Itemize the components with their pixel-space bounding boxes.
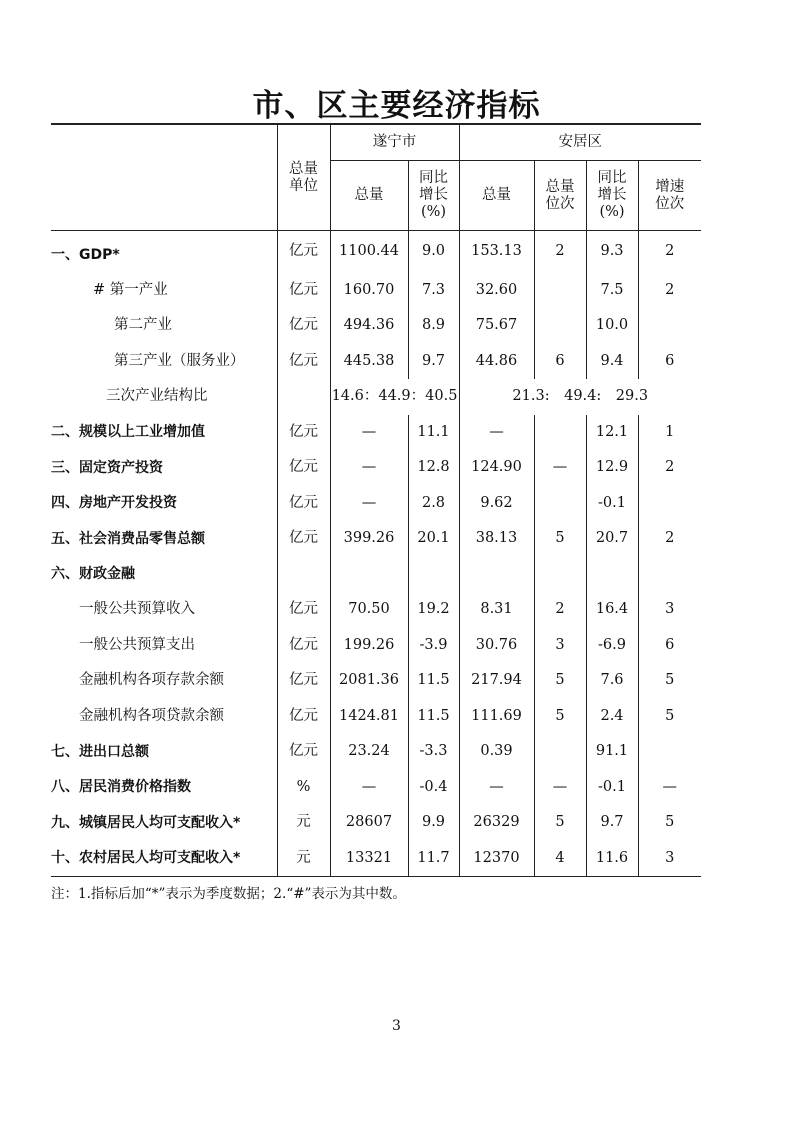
suining-total-cell: 199.26 — [330, 628, 408, 664]
anju-growth-rank-cell: 3 — [638, 592, 701, 628]
anju-growth-rank-cell: — — [638, 770, 701, 806]
unit-cell: 亿元 — [277, 308, 330, 344]
anju-total-cell: 75.67 — [459, 308, 534, 344]
anju-rank-cell: 5 — [534, 521, 586, 557]
suining-total-cell: 2081.36 — [330, 663, 408, 699]
unit-cell: 亿元 — [277, 450, 330, 486]
suining-yoy-cell: 9.9 — [408, 805, 459, 841]
row-label: 三次产业结构比 — [106, 388, 208, 405]
anju-yoy-cell: 10.0 — [586, 308, 638, 344]
anju-total-cell: 8.31 — [459, 592, 534, 628]
suining-yoy-cell: -0.4 — [408, 770, 459, 806]
anju-total-cell: 32.60 — [459, 273, 534, 309]
suining-total-cell: — — [330, 450, 408, 486]
anju-growth-rank-cell: 6 — [638, 344, 701, 380]
row-label: 金融机构各项存款余额 — [79, 672, 224, 689]
anju-rank-cell: 5 — [534, 699, 586, 735]
row-label: 二、规模以上工业增加值 — [51, 424, 205, 441]
anju-yoy-cell: 2.4 — [586, 699, 638, 735]
anju-total-cell: — — [459, 415, 534, 451]
anju-header: 安居区 — [459, 124, 701, 161]
anju-growth-rank-cell: 1 — [638, 415, 701, 451]
suining-yoy-cell: 11.5 — [408, 663, 459, 699]
suining-yoy-cell: 19.2 — [408, 592, 459, 628]
suining-yoy-cell: 9.7 — [408, 344, 459, 380]
row-label: 第二产业 — [114, 317, 172, 334]
row-label: 一般公共预算支出 — [79, 636, 195, 653]
suining-total-cell — [330, 557, 408, 593]
unit-cell: 亿元 — [277, 628, 330, 664]
anju-growth-rank-cell: 3 — [638, 841, 701, 877]
anju-growth-rank-header: 增速 位次 — [638, 161, 701, 231]
suining-total-cell: 1100.44 — [330, 231, 408, 273]
anju-growth-rank-cell: 2 — [638, 521, 701, 557]
row-label: # 第一产业 — [93, 281, 168, 298]
anju-yoy-cell: 20.7 — [586, 521, 638, 557]
unit-cell: 亿元 — [277, 231, 330, 273]
row-label: 第三产业（服务业） — [114, 352, 245, 369]
anju-yoy-cell: 16.4 — [586, 592, 638, 628]
row-label: 一般公共预算收入 — [79, 601, 195, 618]
anju-rank-cell: 6 — [534, 344, 586, 380]
anju-rank-cell — [534, 273, 586, 309]
anju-rank-cell: 5 — [534, 663, 586, 699]
anju-rank-cell — [534, 734, 586, 770]
unit-cell: 亿元 — [277, 734, 330, 770]
anju-total-cell — [459, 557, 534, 593]
anju-growth-rank-cell — [638, 486, 701, 522]
anju-growth-rank-cell — [638, 734, 701, 770]
suining-total-cell: 23.24 — [330, 734, 408, 770]
suining-yoy-cell: 11.5 — [408, 699, 459, 735]
anju-rank-cell: 4 — [534, 841, 586, 877]
suining-total-cell: 399.26 — [330, 521, 408, 557]
anju-total-cell: 44.86 — [459, 344, 534, 380]
anju-growth-rank-cell: 5 — [638, 805, 701, 841]
anju-total-header: 总量 — [459, 161, 534, 231]
row-label: 六、财政金融 — [51, 566, 135, 583]
anju-rank-cell: — — [534, 450, 586, 486]
anju-rank-cell — [534, 308, 586, 344]
row-label: 一、GDP* — [51, 246, 120, 263]
row-label: 十、农村居民人均可支配收入* — [51, 850, 241, 867]
anju-rank-cell: 2 — [534, 592, 586, 628]
anju-rank-cell: 3 — [534, 628, 586, 664]
row-label: 五、社会消费品零售总额 — [51, 530, 205, 547]
suining-yoy-cell: 11.1 — [408, 415, 459, 451]
economic-indicators-table — [51, 123, 701, 877]
unit-header: 总量 单位 — [277, 124, 330, 231]
anju-total-rank-header: 总量 位次 — [534, 161, 586, 231]
page-number: 3 — [392, 1018, 401, 1034]
suining-total-cell: 445.38 — [330, 344, 408, 380]
anju-growth-rank-cell — [638, 557, 701, 593]
indicator-header-cell — [51, 124, 277, 231]
unit-cell: 亿元 — [277, 521, 330, 557]
suining-total-cell: 160.70 — [330, 273, 408, 309]
anju-total-cell: 30.76 — [459, 628, 534, 664]
anju-yoy-cell: -0.1 — [586, 486, 638, 522]
anju-rank-cell — [534, 486, 586, 522]
anju-total-cell: 26329 — [459, 805, 534, 841]
row-label: 四、房地产开发投资 — [51, 495, 177, 512]
suining-yoy-cell — [408, 557, 459, 593]
suining-yoy-header: 同比 增长 (%) — [408, 161, 459, 231]
unit-cell: % — [277, 770, 330, 806]
unit-cell — [277, 557, 330, 593]
anju-yoy-cell — [586, 557, 638, 593]
anju-growth-rank-cell — [638, 308, 701, 344]
anju-growth-rank-cell: 5 — [638, 699, 701, 735]
suining-yoy-cell: 20.1 — [408, 521, 459, 557]
unit-cell: 亿元 — [277, 699, 330, 735]
anju-rank-cell: 2 — [534, 231, 586, 273]
suining-structure-ratio: 14.6：44.9：40.5 — [330, 379, 459, 415]
row-label: 七、进出口总额 — [51, 743, 149, 760]
anju-yoy-cell: 91.1 — [586, 734, 638, 770]
anju-total-cell: 0.39 — [459, 734, 534, 770]
row-label: 九、城镇居民人均可支配收入* — [51, 814, 241, 831]
suining-yoy-cell: 9.0 — [408, 231, 459, 273]
suining-yoy-cell: 8.9 — [408, 308, 459, 344]
unit-cell — [277, 379, 330, 415]
anju-growth-rank-cell: 5 — [638, 663, 701, 699]
anju-total-cell: 9.62 — [459, 486, 534, 522]
row-label: 金融机构各项贷款余额 — [79, 707, 224, 724]
row-label: 三、固定资产投资 — [51, 459, 163, 476]
anju-total-cell: 12370 — [459, 841, 534, 877]
anju-total-cell: 153.13 — [459, 231, 534, 273]
anju-yoy-cell: -0.1 — [586, 770, 638, 806]
anju-yoy-cell: 11.6 — [586, 841, 638, 877]
suining-yoy-cell: 7.3 — [408, 273, 459, 309]
row-label: 八、居民消费价格指数 — [51, 779, 191, 796]
anju-rank-cell — [534, 415, 586, 451]
anju-yoy-cell: 7.6 — [586, 663, 638, 699]
suining-yoy-cell: 12.8 — [408, 450, 459, 486]
anju-growth-rank-cell: 2 — [638, 450, 701, 486]
anju-structure-ratio: 21.3: 49.4: 29.3 — [459, 379, 701, 415]
anju-total-cell: 111.69 — [459, 699, 534, 735]
anju-yoy-cell: 9.4 — [586, 344, 638, 380]
anju-total-cell: 217.94 — [459, 663, 534, 699]
unit-cell: 亿元 — [277, 663, 330, 699]
anju-yoy-cell: 12.1 — [586, 415, 638, 451]
suining-total-cell: 1424.81 — [330, 699, 408, 735]
anju-growth-rank-cell: 2 — [638, 273, 701, 309]
anju-rank-cell — [534, 557, 586, 593]
suining-yoy-cell: -3.9 — [408, 628, 459, 664]
unit-cell: 亿元 — [277, 344, 330, 380]
suining-header: 遂宁市 — [330, 124, 459, 161]
unit-cell: 元 — [277, 805, 330, 841]
suining-total-cell: 494.36 — [330, 308, 408, 344]
anju-yoy-cell: -6.9 — [586, 628, 638, 664]
suining-yoy-cell: 2.8 — [408, 486, 459, 522]
unit-cell: 亿元 — [277, 486, 330, 522]
unit-cell: 亿元 — [277, 592, 330, 628]
anju-yoy-cell: 7.5 — [586, 273, 638, 309]
anju-rank-cell: — — [534, 770, 586, 806]
unit-cell: 亿元 — [277, 415, 330, 451]
anju-yoy-cell: 9.3 — [586, 231, 638, 273]
anju-yoy-cell: 12.9 — [586, 450, 638, 486]
anju-total-cell: 124.90 — [459, 450, 534, 486]
anju-total-cell: — — [459, 770, 534, 806]
anju-rank-cell: 5 — [534, 805, 586, 841]
suining-total-cell: — — [330, 415, 408, 451]
unit-cell: 亿元 — [277, 273, 330, 309]
page-title: 市、区主要经济指标 — [252, 88, 541, 124]
suining-total-cell: — — [330, 770, 408, 806]
suining-yoy-cell: -3.3 — [408, 734, 459, 770]
suining-yoy-cell: 11.7 — [408, 841, 459, 877]
suining-total-cell: 13321 — [330, 841, 408, 877]
suining-total-header: 总量 — [330, 161, 408, 231]
suining-total-cell: 70.50 — [330, 592, 408, 628]
anju-growth-rank-cell: 6 — [638, 628, 701, 664]
anju-yoy-header: 同比 增长 (%) — [586, 161, 638, 231]
anju-growth-rank-cell: 2 — [638, 231, 701, 273]
anju-total-cell: 38.13 — [459, 521, 534, 557]
unit-cell: 元 — [277, 841, 330, 877]
suining-total-cell: — — [330, 486, 408, 522]
suining-total-cell: 28607 — [330, 805, 408, 841]
anju-yoy-cell: 9.7 — [586, 805, 638, 841]
footnote: 注：1.指标后加“*”表示为季度数据；2.“#”表示为其中数。 — [51, 886, 406, 902]
